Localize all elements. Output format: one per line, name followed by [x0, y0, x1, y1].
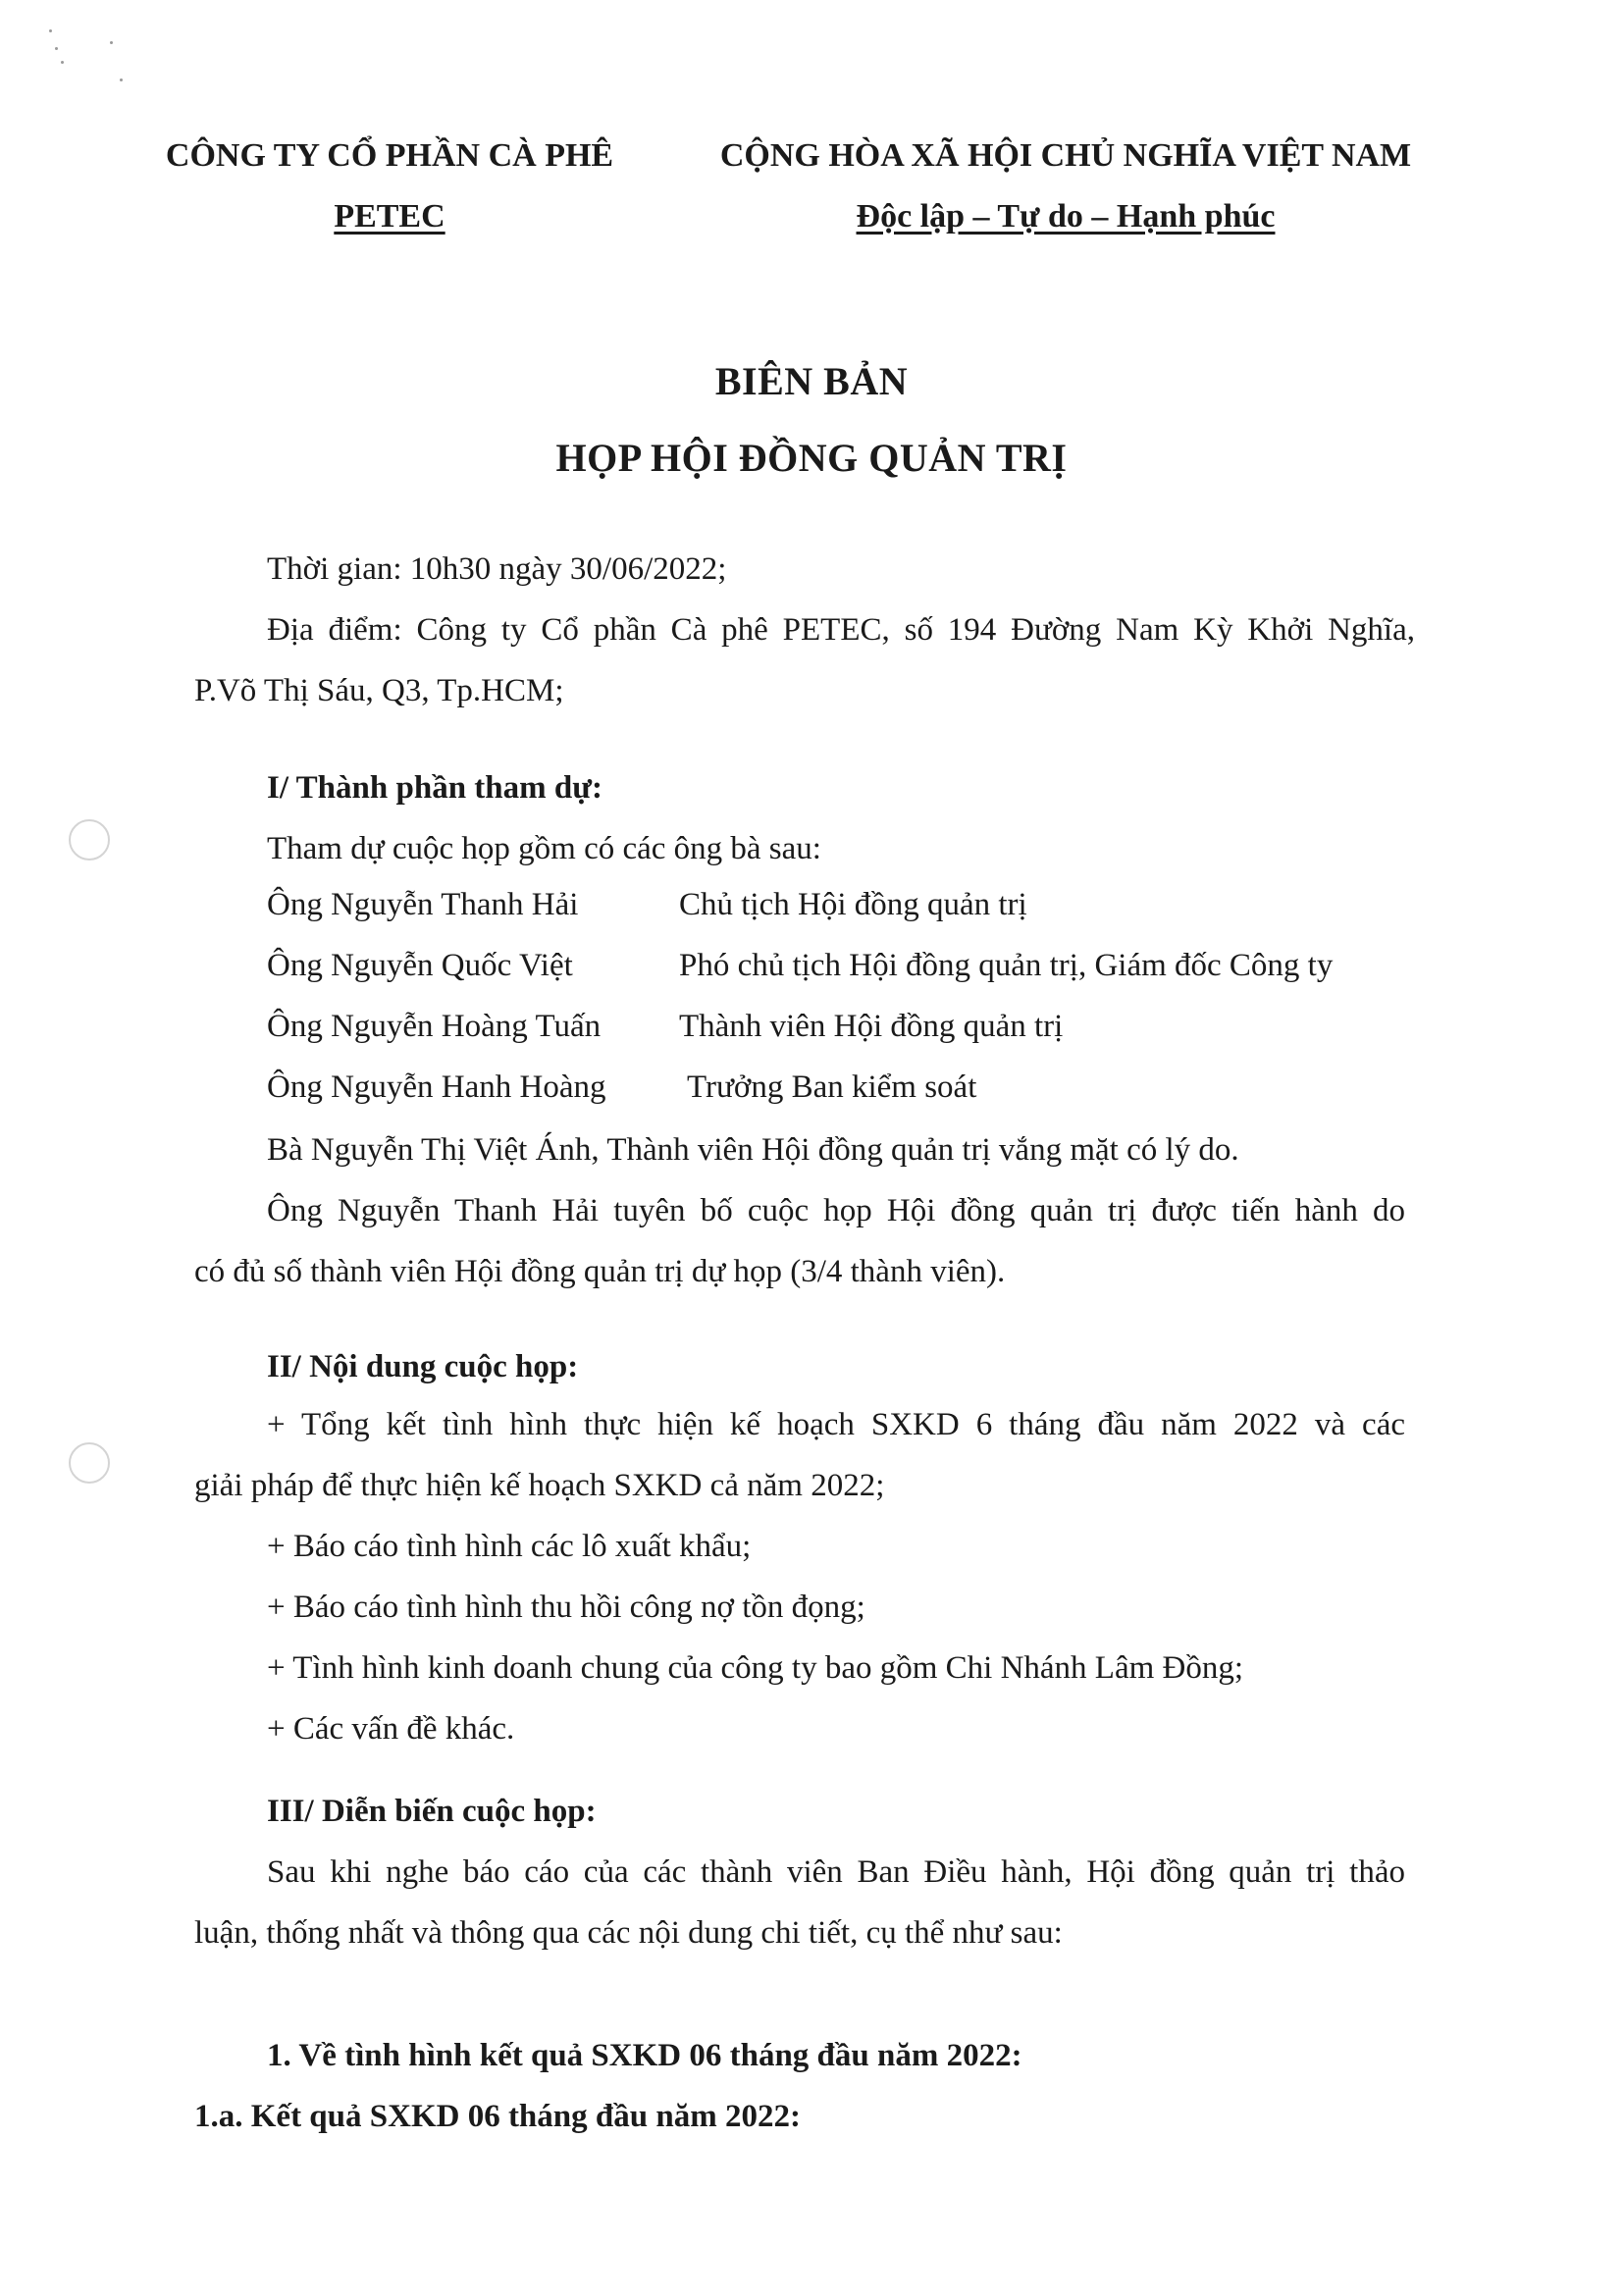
quorum-statement-cont: có đủ số thành viên Hội đồng quản trị dự họp (3/4 thành viên). [194, 1254, 1006, 1289]
section-heading-attendees: I/ Thành phần tham dự: [267, 770, 603, 806]
agenda-item: + Các vấn đề khác. [267, 1711, 515, 1747]
agenda-item: + Tình hình kinh doanh chung của công ty bao gồm Chi Nhánh Lâm Đồng; [267, 1650, 1244, 1686]
meeting-place-cont: P.Võ Thị Sáu, Q3, Tp.HCM; [194, 673, 564, 708]
attendee-role: Phó chủ tịch Hội đồng quản trị, Giám đốc Công ty [679, 948, 1334, 983]
scan-speck [61, 61, 64, 64]
attendees-intro: Tham dự cuộc họp gồm có các ông bà sau: [267, 831, 821, 866]
scan-speck [110, 41, 113, 44]
scan-speck [49, 29, 52, 32]
attendee-name: Ông Nguyễn Hanh Hoàng [267, 1070, 606, 1105]
document-subtitle: HỌP HỘI ĐỒNG QUẢN TRỊ [555, 436, 1068, 480]
section-heading-agenda: II/ Nội dung cuộc họp: [267, 1349, 579, 1384]
punch-hole [69, 819, 110, 861]
attendee-name: Ông Nguyễn Hoàng Tuấn [267, 1009, 602, 1044]
quorum-statement: Ông Nguyễn Thanh Hải tuyên bố cuộc họp Hội đồng quản trị được tiến hành do [267, 1193, 1405, 1228]
national-title: CỘNG HÒA XÃ HỘI CHỦ NGHĨA VIỆT NAM [719, 137, 1412, 174]
attendee-role: Trưởng Ban kiểm soát [687, 1070, 977, 1105]
attendee-name: Ông Nguyễn Quốc Việt [267, 948, 573, 983]
agenda-item: + Tổng kết tình hình thực hiện kế hoạch SXKD 6 tháng đầu năm 2022 và các [267, 1407, 1405, 1442]
attendee-name: Ông Nguyễn Thanh Hải [267, 887, 579, 922]
agenda-item-cont: giải pháp để thực hiện kế hoạch SXKD cả năm 2022; [194, 1468, 885, 1503]
scan-speck [55, 47, 58, 50]
subsection-heading-1a: 1.a. Kết quả SXKD 06 tháng đầu năm 2022: [194, 2099, 801, 2134]
company-name-line2: PETEC [334, 198, 445, 235]
meeting-place: Địa điểm: Công ty Cổ phần Cà phê PETEC, số 194 Đường Nam Kỳ Khởi Nghĩa, [267, 612, 1415, 648]
proceedings-paragraph: Sau khi nghe báo cáo của các thành viên Ban Điều hành, Hội đồng quản trị thảo [267, 1854, 1405, 1890]
subsection-heading: 1. Về tình hình kết quả SXKD 06 tháng đầu năm 2022: [267, 2038, 1022, 2073]
attendee-role: Thành viên Hội đồng quản trị [679, 1009, 1064, 1044]
company-name: CÔNG TY CỔ PHẦN CÀ PHÊ [165, 137, 614, 174]
attendee-role: Chủ tịch Hội đồng quản trị [679, 887, 1027, 922]
agenda-item: + Báo cáo tình hình thu hồi công nợ tồn đọng; [267, 1590, 865, 1625]
scan-speck [120, 78, 123, 81]
punch-hole [69, 1442, 110, 1484]
document-title: BIÊN BẢN [714, 359, 909, 403]
agenda-item: + Báo cáo tình hình các lô xuất khẩu; [267, 1529, 752, 1564]
national-motto: Độc lập – Tự do – Hạnh phúc [856, 198, 1276, 235]
meeting-time: Thời gian: 10h30 ngày 30/06/2022; [267, 551, 727, 587]
proceedings-paragraph-cont: luận, thống nhất và thông qua các nội dung chi tiết, cụ thể như sau: [194, 1915, 1063, 1951]
section-heading-proceedings: III/ Diễn biến cuộc họp: [267, 1794, 597, 1829]
absent-note: Bà Nguyễn Thị Việt Ánh, Thành viên Hội đồng quản trị vắng mặt có lý do. [267, 1132, 1239, 1168]
